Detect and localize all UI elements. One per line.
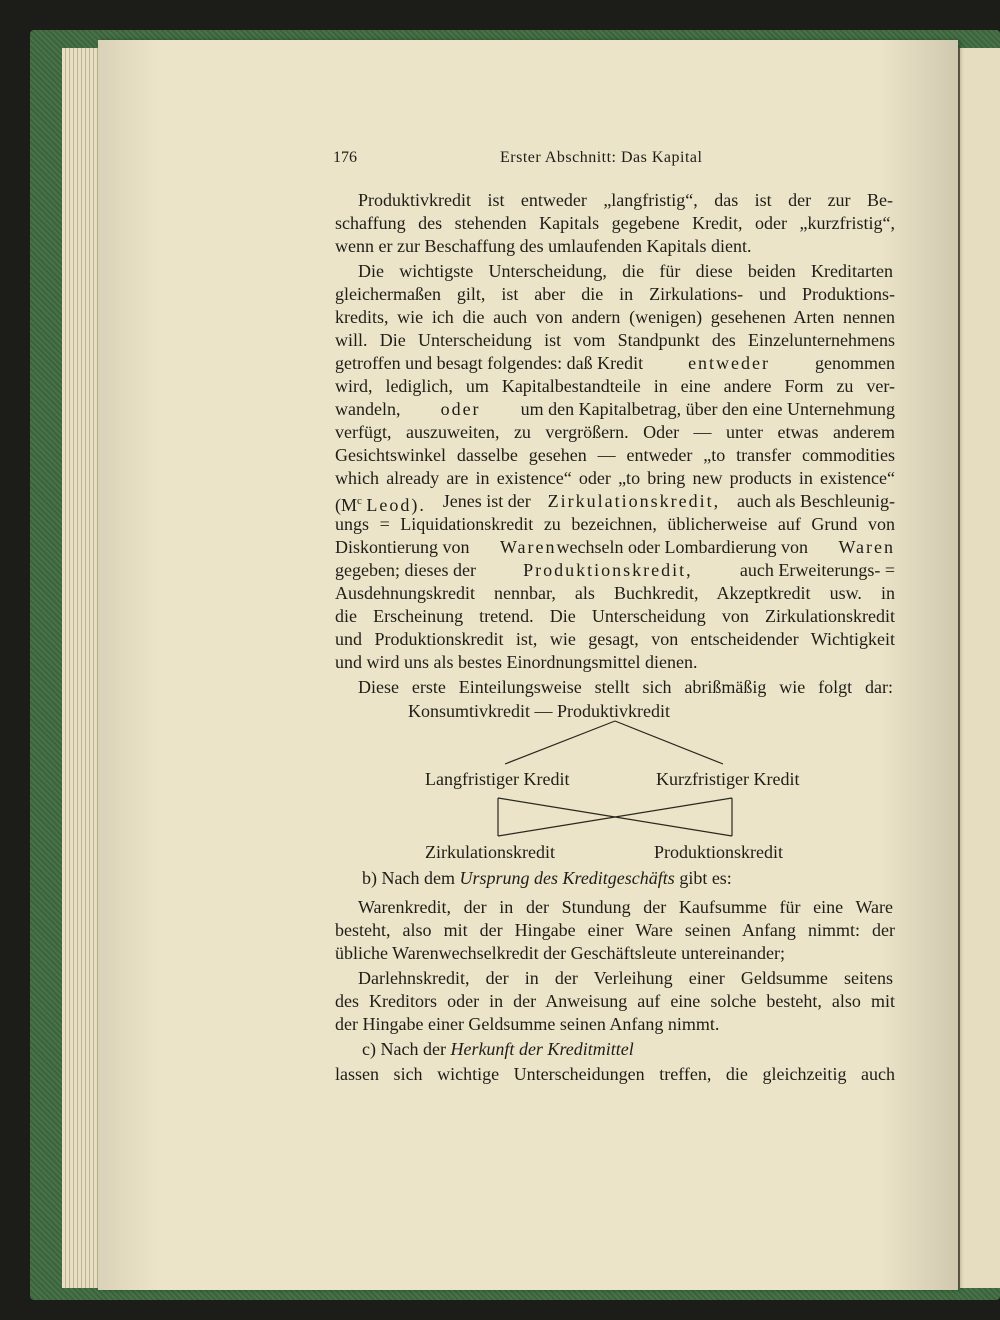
italic-span: Ursprung des Kreditgeschäfts <box>459 868 675 888</box>
diagram-mid-left-label: Langfristiger Kredit <box>425 769 570 789</box>
text-line: der Hingabe einer Geldsumme seinen Anfang nimmt. <box>335 1014 720 1034</box>
diagram-top-label: Konsumtivkredit — Produktivkredit <box>408 701 670 721</box>
emphasis-span: Waren <box>500 537 557 557</box>
diagram-line <box>498 817 615 836</box>
diagram-bottom-right-label: Produktionskredit <box>654 842 783 862</box>
text-line: und wird uns als bestes Einordnungsmittel dienen. <box>335 652 698 672</box>
text-line: des Kreditors oder in der Anweisung auf eine solche besteht, also mit <box>335 991 895 1011</box>
text-line: lassen sich wichtige Unterscheidungen treffen, die gleichzeitig auch <box>335 1064 895 1084</box>
italic-span: Herkunft der Kreditmittel <box>450 1039 634 1059</box>
text-span: (M <box>335 495 357 515</box>
text-span: gibt es: <box>679 868 732 888</box>
text-line: kredits, wie ich die auch von andern (wenigen) gesehenen Arten nennen <box>335 307 895 327</box>
diagram-bottom-left-label: Zirkulationskredit <box>425 842 555 862</box>
superscript: c <box>357 495 362 507</box>
diagram-line <box>615 798 732 817</box>
text-span: getroffen und besagt folgendes: daß Kredit <box>335 353 644 373</box>
text-span: Jenes ist der <box>442 491 531 511</box>
text-line: verfügt, auszuweiten, zu vergrößern. Oder — unter etwas anderem <box>335 422 895 442</box>
book-page <box>98 40 958 1290</box>
text-line: schaffung des stehenden Kapitals gegebene Kredit, oder „kurzfristig“, <box>335 213 895 233</box>
diagram-line <box>505 721 615 764</box>
text-line: Die wichtigste Unterscheidung, die für diese beiden Kreditarten <box>358 261 893 281</box>
text-span: wandeln, <box>335 399 401 419</box>
section-b-heading <box>362 866 732 890</box>
text-line: will. Die Unterscheidung ist vom Standpunkt des Einzelunternehmens <box>335 330 895 350</box>
text-span: auch als Beschleunig- <box>737 491 895 511</box>
text-span: um den Kapitalbetrag, über den eine Unternehmung <box>520 399 895 419</box>
text-line: Warenkredit, der in der Stundung der Kaufsumme für eine Ware <box>358 897 893 917</box>
text-line: Gesichtswinkel dasselbe gesehen — entweder „to transfer commodities <box>335 445 895 465</box>
text-span: wechseln oder Lombardierung von <box>556 537 808 557</box>
text-line: übliche Warenwechselkredit der Geschäftsleute untereinander; <box>335 943 786 963</box>
text-line: die Erscheinung tretend. Die Unterscheidung von Zirkulationskredit <box>335 606 895 626</box>
diagram-line <box>615 721 723 764</box>
text-line: ungs = Liquidationskredit zu bezeichnen, üblicherweise auf Grund von <box>335 514 895 534</box>
text-line: Darlehnskredit, der in der Verleihung einer Geldsumme seitens <box>358 968 893 988</box>
text-span: genommen <box>815 353 895 373</box>
diagram-line <box>615 817 732 836</box>
running-title: Erster Abschnitt: Das Kapital <box>500 149 703 166</box>
emphasis-span: Produktionskredit, <box>523 560 693 580</box>
facing-page-edge <box>958 48 1000 1288</box>
page-number: 176 <box>333 149 357 166</box>
text-span: auch Erweiterungs- = <box>739 560 895 580</box>
emphasis-span: oder <box>440 399 481 419</box>
text-span: gegeben; dieses der <box>335 560 476 580</box>
text-line: wird, lediglich, um Kapitalbestandteile in eine andere Form zu ver- <box>335 376 895 396</box>
emphasis-span: Zirkulationskredit, <box>547 491 721 511</box>
text-line: gleichermaßen gilt, ist aber die in Zirkulations- und Produktions- <box>335 284 895 304</box>
text-line: besteht, also mit der Hingabe einer Ware seinen Anfang nimmt: der <box>335 920 895 940</box>
emphasis-span: Leod). <box>366 495 426 515</box>
diagram-lines <box>98 40 958 1290</box>
emphasis-span: entweder <box>688 353 771 373</box>
text-line: Produktivkredit ist entweder „langfristig“, das ist der zur Be- <box>358 190 893 210</box>
diagram-line <box>498 798 615 817</box>
text-span: b) Nach dem <box>362 868 455 888</box>
text-span: c) Nach der <box>362 1039 446 1059</box>
text-line: which already are in existence“ oder „to bring new products in existence“ <box>335 468 895 488</box>
text-span: Diskontierung von <box>335 537 470 557</box>
text-line: und Produktionskredit ist, wie gesagt, von entscheidender Wichtigkeit <box>335 629 895 649</box>
section-c-heading <box>362 1037 634 1061</box>
emphasis-span: Waren <box>838 537 895 557</box>
diagram-mid-right-label: Kurzfristiger Kredit <box>656 769 800 789</box>
text-line: Ausdehnungskredit nennbar, als Buchkredit, Akzeptkredit usw. in <box>335 583 895 603</box>
text-line: wenn er zur Beschaffung des umlaufenden Kapitals dient. <box>335 236 752 256</box>
text-line: Diese erste Einteilungsweise stellt sich abrißmäßig wie folgt dar: <box>358 677 893 697</box>
